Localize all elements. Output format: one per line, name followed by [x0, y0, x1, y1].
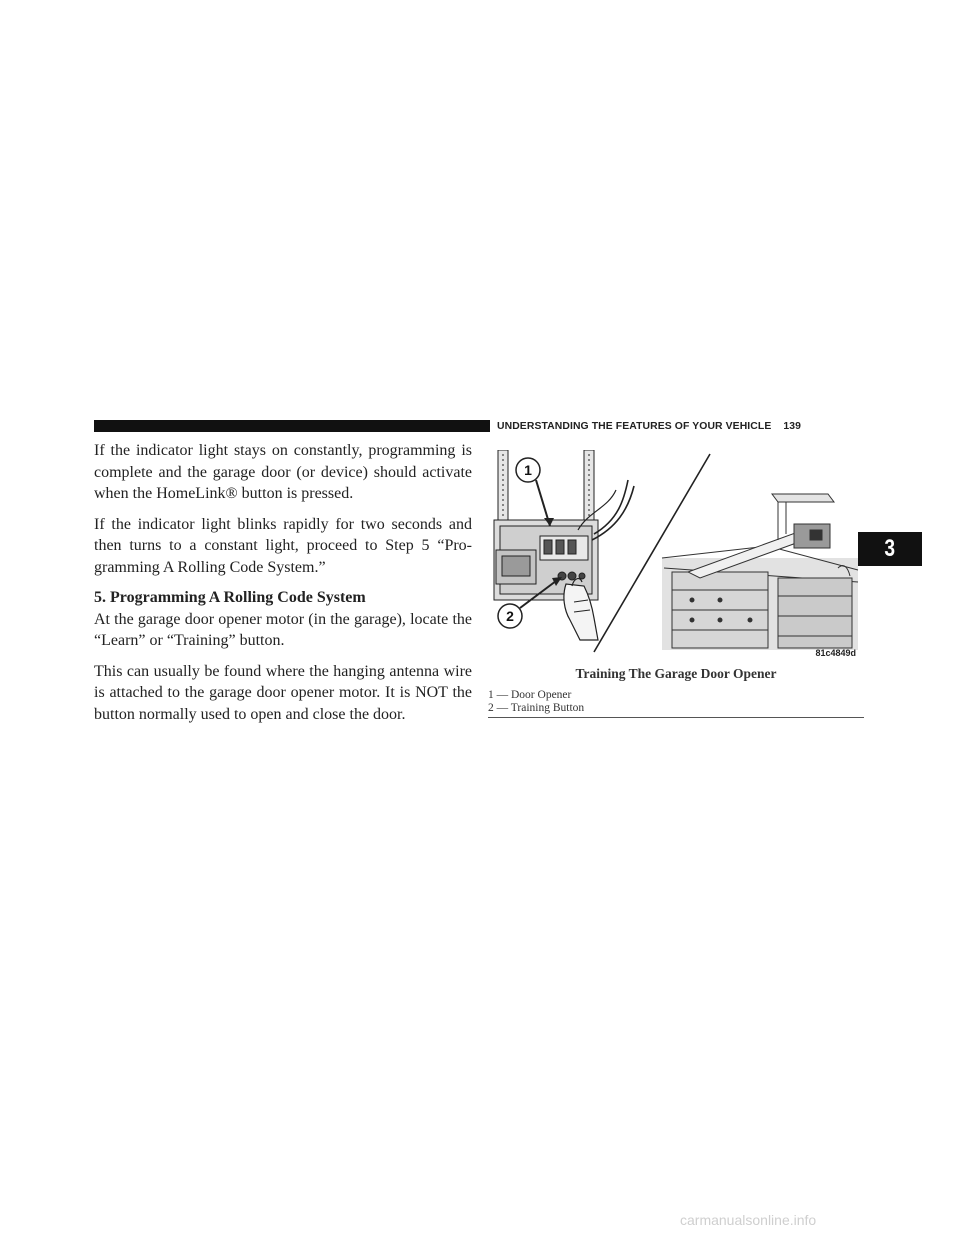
figure-caption: Training The Garage Door Opener [575, 666, 777, 681]
garage-door-opener-illustration [488, 450, 864, 662]
callout-1-label: 1 [524, 462, 532, 478]
body-text [94, 440, 472, 725]
paragraph-locate-learn-button: At the garage door opener motor (in the garage), locate the “Learn” or “Training” button. [94, 610, 472, 649]
callout-2-label: 2 [506, 608, 514, 624]
garage-perspective-drawing [662, 494, 858, 650]
legend-item-door-opener: 1 — Door Opener [488, 689, 572, 701]
header-rule [94, 420, 490, 432]
legend-item-training-button: 2 — Training Button [488, 702, 585, 714]
paragraph-antenna-location: This can usually be found where the hanging antenna wire is attached to the garage door opener motor. It is NOT the button normally used to open and close the door. [94, 662, 472, 723]
watermark: carmanualsonline.info [680, 1212, 817, 1228]
chapter-number: 3 [884, 535, 896, 562]
page-number: 139 [783, 421, 802, 432]
callout-1 [516, 458, 554, 526]
step5-heading: 5. Programming A Rolling Code System [94, 589, 366, 606]
running-header [497, 420, 801, 434]
figure-legend [488, 689, 864, 718]
paragraph-indicator-constant: If the indicator light stays on constantly, programming is complete and the garage door (or device) should activate when the HomeLink® button is pressed. [94, 442, 472, 502]
paragraph-indicator-blinks: If the indicator light blinks rapidly for two seconds and then turns to a constant light, proceed to Step 5 “Pro-gramming A Rolling Code System.” [94, 515, 472, 576]
chapter-tab [858, 532, 922, 566]
image-code: 81c4849d [815, 648, 856, 658]
section-title: UNDERSTANDING THE FEATURES OF YOUR VEHICLE [497, 421, 772, 432]
